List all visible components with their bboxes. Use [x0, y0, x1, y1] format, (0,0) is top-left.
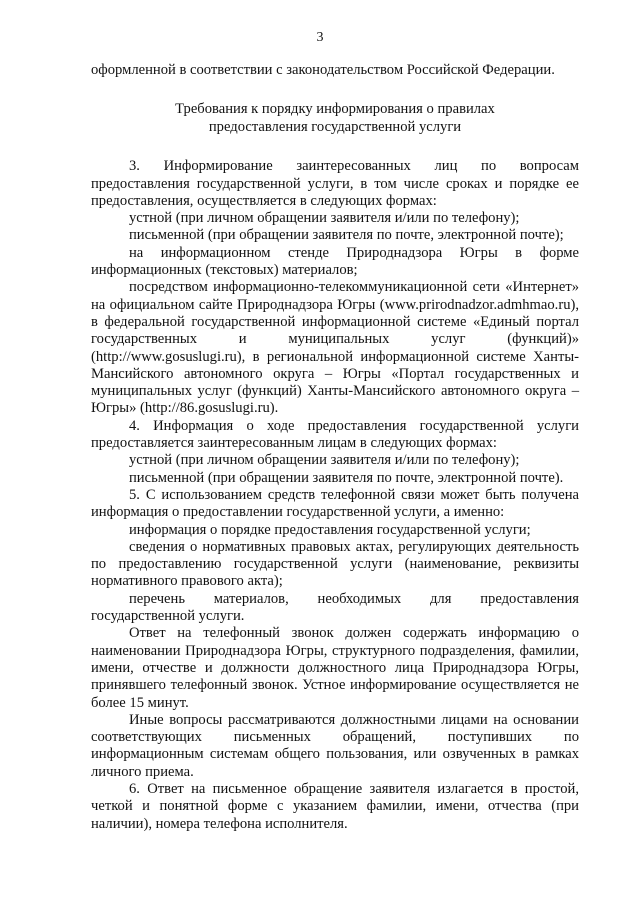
paragraph-3: 3. Информирование заинтересованных лиц по вопросам предоставления государственной услуги, в том числе сроках и порядке ее предоставления, осуществляется в следующих формах:	[91, 158, 579, 209]
paragraph-5-list: перечень материалов, необходимых для предоставления государственной услуги.	[91, 590, 579, 625]
heading-line-1: Требования к порядку информирования о правилах	[175, 101, 495, 118]
paragraph-4-written: письменной (при обращении заявителя по почте, электронной почте).	[129, 469, 564, 486]
paragraph-5-acts: сведения о нормативных правовых актах, регулирующих деятельность по предоставлению государственной услуги (наименование, реквизиты нормативного правового акта);	[91, 538, 579, 590]
paragraph-3-written: письменной (при обращении заявителя по почте, электронной почте);	[129, 227, 564, 244]
paragraph-3-stand: на информационном стенде Природнадзора Югры в форме информационных (текстовых) материалов;	[91, 244, 579, 279]
intro-line: оформленной в соответствии с законодательством Российской Федерации.	[91, 62, 555, 78]
paragraph-5-other: Иные вопросы рассматриваются должностными лицами на основании соответствующих письменных обращений, поступивших по информационным системам общего пользования, или озвученных в рамках личного приема.	[91, 711, 579, 780]
page-number: 3	[316, 30, 324, 45]
paragraph-5-answer: Ответ на телефонный звонок должен содержать информацию о наименовании Природнадзора Югры, структурного подразделения, фамилии, имени, отчестве и должности должностного лица Природнадзора Югры, принявшего телефонный звонок. Устное информирование осуществляется не более 15 минут.	[91, 625, 579, 711]
paragraph-3-oral: устной (при личном обращении заявителя и/или по телефону);	[129, 210, 520, 227]
paragraph-4-oral: устной (при личном обращении заявителя и/или по телефону);	[129, 452, 520, 469]
paragraph-4: 4. Информация о ходе предоставления государственной услуги предоставляется заинтересованным лицам в следующих формах:	[91, 417, 579, 452]
paragraph-5-info: информация о порядке предоставления государственной услуги;	[129, 521, 531, 538]
document-body	[91, 62, 579, 833]
heading-line-2: предоставления государственной услуги	[208, 118, 462, 135]
paragraph-3-internet: посредством информационно-телекоммуникационной сети «Интернет» на официальном сайте Природнадзора Югры (www.prirodnadzor.admhmao.ru), в федеральной государственной информационной системе «Единый портал государственных и муниципальных услуг (функций)» (http://www.gosuslugi.ru), в региональной информационной системе Ханты-Мансийского автономного округа – Югры «Портал государственных и муниципальных услуг (функций) Ханты-Мансийского автономного округа – Югры» (http://86.gosuslugi.ru).	[91, 279, 579, 417]
paragraph-6: 6. Ответ на письменное обращение заявителя излагается в простой, четкой и понятной форме с указанием фамилии, имени, отчества (при наличии), номера телефона исполнителя.	[91, 780, 579, 832]
paragraph-5: 5. С использованием средств телефонной связи может быть получена информация о предоставлении государственной услуги, а именно:	[91, 486, 579, 521]
section-heading	[91, 101, 579, 136]
